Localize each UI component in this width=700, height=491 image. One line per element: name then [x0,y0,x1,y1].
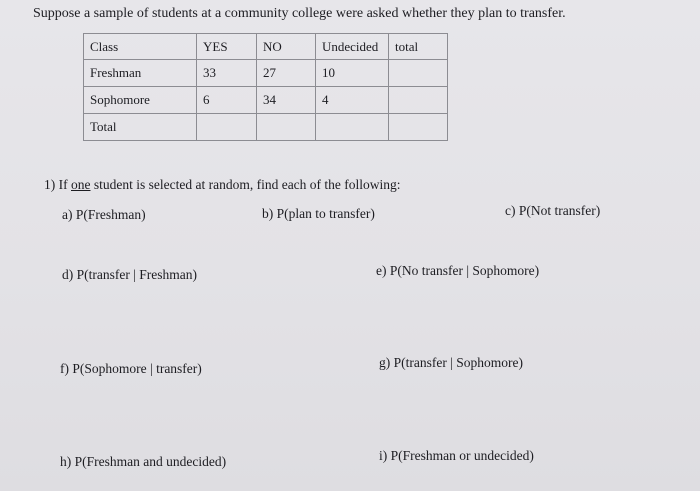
cell-sophomore-total [389,87,448,114]
row-label-total: Total [84,114,197,141]
cell-freshman-undecided: 10 [316,60,389,87]
table-row [84,114,448,141]
cell-total-undecided [316,114,389,141]
part-f: f) P(Sophomore | transfer) [60,361,202,376]
row-label-freshman: Freshman [84,60,197,87]
header-total: total [389,34,448,60]
part-h: h) P(Freshman and undecided) [60,454,227,469]
table-row [84,60,448,87]
header-class: Class [84,34,197,60]
header-yes: YES [197,34,257,60]
cell-sophomore-no: 34 [257,87,316,114]
part-e: e) P(No transfer | Sophomore) [376,263,540,278]
question-1 [44,177,401,193]
question-text-underlined: one [71,177,91,192]
row-label-sophomore: Sophomore [84,87,197,114]
question-text-after: student is selected at random, find each of the following: [93,177,401,192]
cell-total-total [389,114,448,141]
header-no: NO [257,34,316,60]
part-g: g) P(transfer | Sophomore) [379,355,524,370]
cell-total-yes [197,114,257,141]
part-a: a) P(Freshman) [62,207,146,222]
part-c: c) P(Not transfer) [505,203,601,218]
transfer-table [83,33,448,141]
part-b: b) P(plan to transfer) [262,206,375,221]
cell-sophomore-yes: 6 [197,87,257,114]
cell-freshman-yes: 33 [197,60,257,87]
cell-freshman-total [389,60,448,87]
part-i: i) P(Freshman or undecided) [379,448,534,463]
cell-total-no [257,114,316,141]
table-header-row [84,34,448,60]
intro-text: Suppose a sample of students at a community college were asked whether they plan to transfer. [33,6,566,21]
cell-freshman-no: 27 [257,60,316,87]
header-undecided: Undecided [316,34,389,60]
part-d: d) P(transfer | Freshman) [62,267,198,282]
question-text-before: If [58,177,68,192]
table-row [84,87,448,114]
cell-sophomore-undecided: 4 [316,87,389,114]
question-number: 1) [44,177,56,192]
